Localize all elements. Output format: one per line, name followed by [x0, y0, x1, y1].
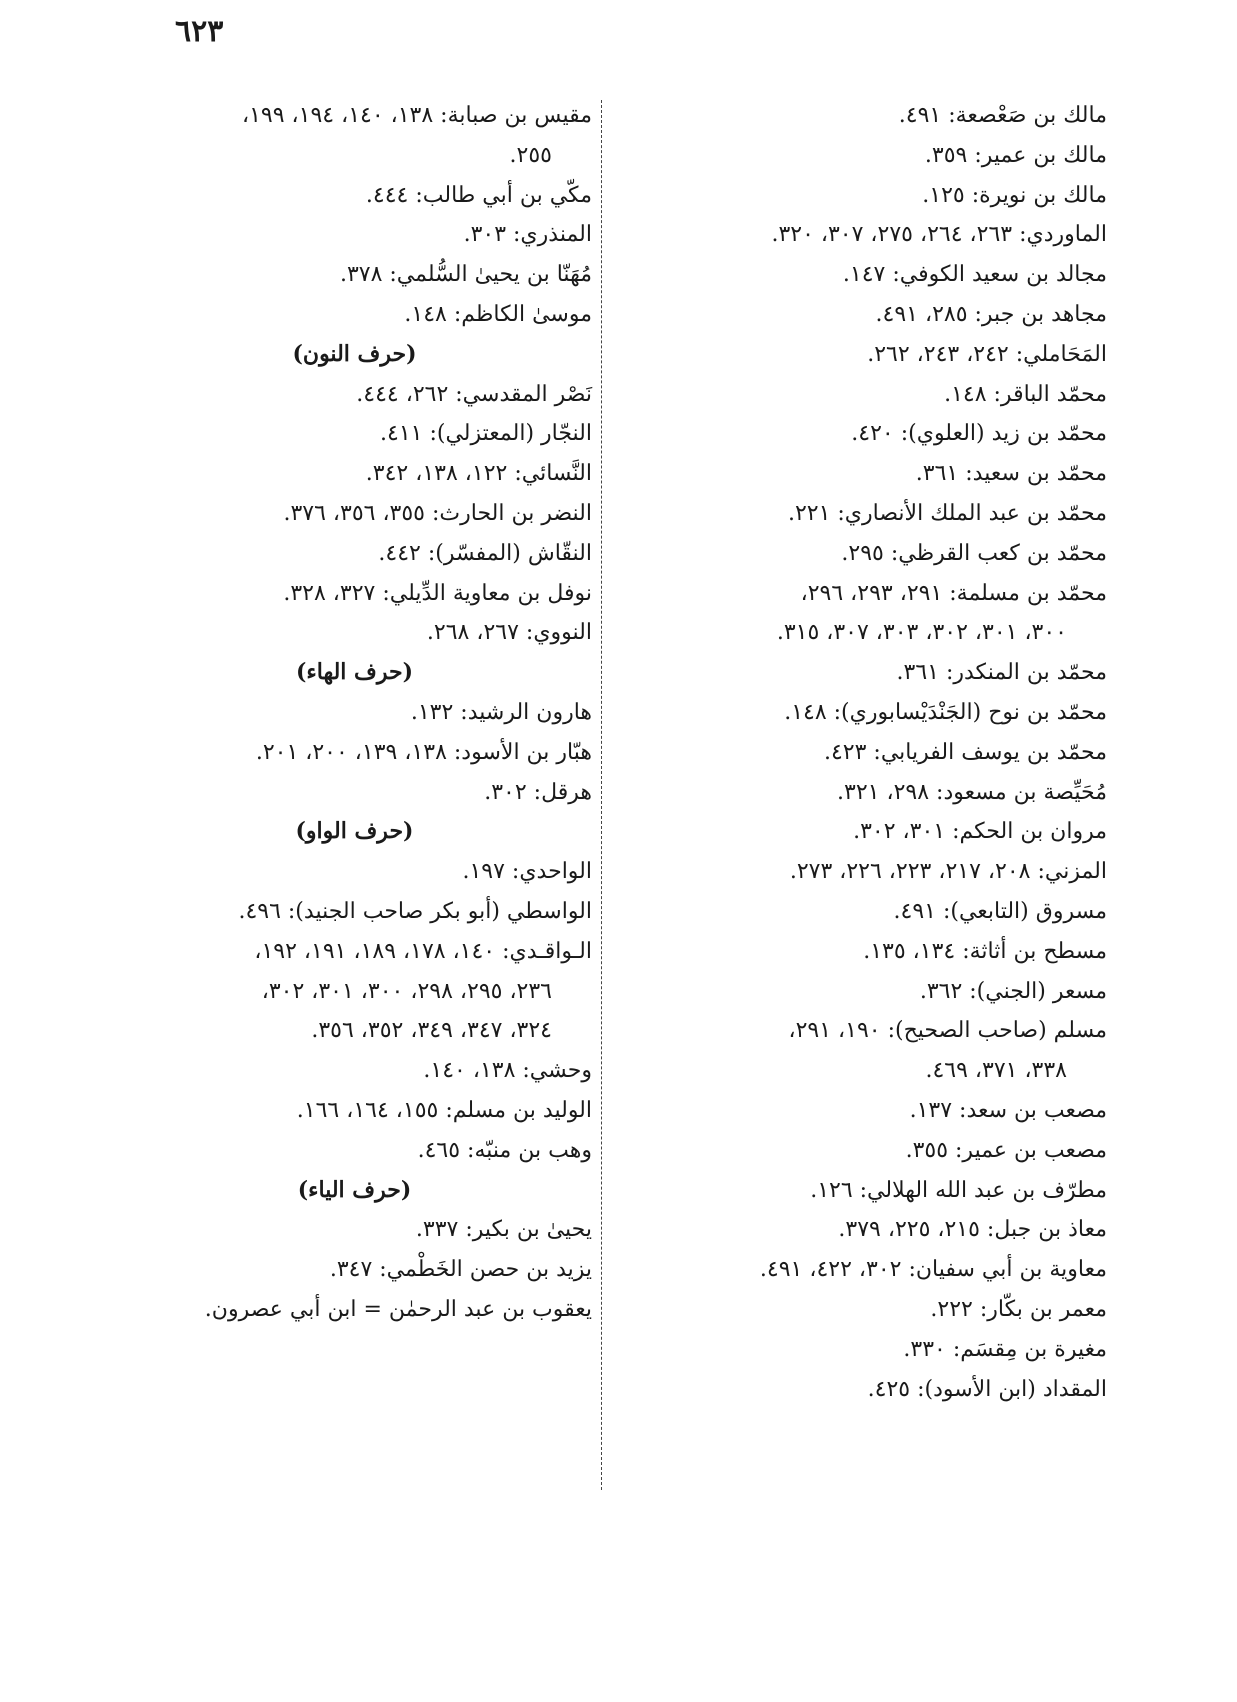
index-entry-text: الواسطي (أبو بكر صاحب الجنيد): ٤٩٦. — [238, 898, 592, 924]
index-entry-text: مسلم (صاحب الصحيح): ١٩٠، ٢٩١، — [788, 1018, 1107, 1044]
index-entry-text: الماوردي: ٢٦٣، ٢٦٤، ٢٧٥، ٣٠٧، ٣٢٠. — [771, 222, 1107, 248]
index-entry-text: مسروق (التابعي): ٤٩١. — [893, 898, 1107, 924]
index-entry — [117, 852, 592, 892]
index-entry — [637, 1330, 1107, 1370]
index-entry-text: الوليد بن مسلم: ١٥٥، ١٦٤، ١٦٦. — [296, 1097, 592, 1123]
index-entry — [637, 1011, 1107, 1091]
index-entry — [117, 295, 592, 335]
index-entry — [637, 972, 1107, 1012]
index-entry-text: محمّد بن المنكدر: ٣٦١. — [896, 660, 1107, 686]
index-entry-text: النَّسائي: ١٢٢، ١٣٨، ٣٤٢. — [365, 461, 592, 487]
index-entry-text: نوفل بن معاوية الدِّيلي: ٣٢٧، ٣٢٨. — [283, 580, 592, 606]
index-entry — [637, 1250, 1107, 1290]
index-entry-text: محمّد بن مسلمة: ٢٩١، ٢٩٣، ٢٩٦، — [800, 580, 1107, 606]
index-entry — [117, 96, 592, 176]
index-entry-text: مقيس بن صبابة: ١٣٨، ١٤٠، ١٩٤، ١٩٩، — [241, 103, 592, 128]
index-entry — [117, 215, 592, 255]
index-entry — [117, 1290, 592, 1330]
index-entry-text: مجالد بن سعيد الكوفي: ١٤٧. — [842, 262, 1107, 288]
index-entry — [637, 852, 1107, 892]
index-entry — [117, 454, 592, 494]
index-entry — [117, 1210, 592, 1250]
index-entry — [637, 1171, 1107, 1211]
index-entry — [637, 295, 1107, 335]
index-entry — [117, 375, 592, 415]
index-entry — [117, 932, 592, 1051]
index-entry-text: محمّد بن عبد الملك الأنصاري: ٢٢١. — [787, 500, 1107, 526]
index-entry — [637, 375, 1107, 415]
index-entry-text: النقّاش (المفسّر): ٤٤٢. — [378, 540, 592, 566]
index-entry — [637, 932, 1107, 972]
index-entry-text: معمر بن بكّار: ٢٢٢. — [930, 1296, 1107, 1322]
index-entry-text: النضر بن الحارث: ٣٥٥، ٣٥٦، ٣٧٦. — [283, 500, 592, 526]
index-entry-text: مسطح بن أثاثة: ١٣٤، ١٣٥. — [863, 938, 1107, 964]
index-entry-text: محمّد بن يوسف الفريابي: ٤٢٣. — [823, 739, 1107, 765]
index-entry — [117, 693, 592, 733]
index-entry — [117, 892, 592, 932]
index-entry — [637, 335, 1107, 375]
index-entry — [117, 1051, 592, 1091]
index-entry-text: المنذري: ٣٠٣. — [463, 222, 592, 248]
index-entry — [637, 773, 1107, 813]
index-entry — [637, 454, 1107, 494]
index-entry — [117, 1250, 592, 1290]
index-entry — [117, 773, 592, 813]
index-entry-text: محمّد بن زيد (العلوي): ٤٢٠. — [851, 421, 1107, 447]
index-entry-text: مغيرة بن مِقسَم: ٣٣٠. — [903, 1336, 1107, 1362]
index-entry — [637, 693, 1107, 733]
index-entry — [117, 494, 592, 534]
index-entry — [117, 733, 592, 773]
index-entry-text: يزيد بن حصن الخَطْمي: ٣٤٧. — [329, 1257, 592, 1283]
index-entry-text: مُهَنّا بن يحيىٰ السُّلمي: ٣٧٨. — [339, 262, 592, 288]
index-entry-text: محمّد بن سعيد: ٣٦١. — [915, 461, 1107, 487]
index-entry-text: وهب بن منبّه: ٤٦٥. — [417, 1137, 592, 1163]
index-entry-continuation: ٢٣٦، ٢٩٥، ٢٩٨، ٣٠٠، ٣٠١، ٣٠٢، — [261, 978, 552, 1004]
index-entry-continuation: ٣٢٤، ٣٤٧، ٣٤٩، ٣٥٢، ٣٥٦. — [311, 1018, 552, 1044]
index-entry-text: النووي: ٢٦٧، ٢٦٨. — [426, 620, 592, 646]
index-entry-text: مُحَيِّصة بن مسعود: ٢٩٨، ٣٢١. — [837, 779, 1107, 805]
index-entry — [637, 176, 1107, 216]
index-entry-text: نَصْر المقدسي: ٢٦٢، ٤٤٤. — [356, 381, 592, 407]
index-entry — [637, 215, 1107, 255]
index-entry-text: هارون الرشيد: ١٣٢. — [410, 699, 592, 725]
index-entry — [117, 414, 592, 454]
index-entry-text: مصعب بن سعد: ١٣٧. — [909, 1097, 1107, 1123]
index-entry-text: معاذ بن جبل: ٢١٥، ٢٢٥، ٣٧٩. — [838, 1217, 1107, 1243]
column-divider — [601, 100, 603, 1490]
index-entry — [117, 1091, 592, 1131]
index-entry — [117, 255, 592, 295]
index-entry-text: يعقوب بن عبد الرحمٰن = ابن أبي عصرون. — [204, 1296, 592, 1322]
index-entry — [637, 1210, 1107, 1250]
index-entry — [637, 892, 1107, 932]
section-heading: (حرف الهاء) — [295, 659, 414, 686]
index-entry — [637, 653, 1107, 693]
index-entry — [637, 255, 1107, 295]
index-column-left — [117, 96, 592, 1330]
index-entry-text: مالك بن صَعْصعة: ٤٩١. — [898, 103, 1107, 128]
index-entry-text: معاوية بن أبي سفيان: ٣٠٢، ٤٢٢، ٤٩١. — [759, 1257, 1107, 1283]
index-entry-text: مسعر (الجني): ٣٦٢. — [919, 978, 1107, 1004]
index-entry — [637, 733, 1107, 773]
index-entry-continuation: ٣٣٨، ٣٧١، ٤٦٩. — [925, 1058, 1067, 1084]
index-entry — [117, 574, 592, 614]
index-entry — [637, 136, 1107, 176]
section-heading: (حرف الواو) — [295, 818, 414, 845]
index-entry-text: المزني: ٢٠٨، ٢١٧، ٢٢٣، ٢٢٦، ٢٧٣. — [789, 859, 1107, 885]
index-entry-text: مروان بن الحكم: ٣٠١، ٣٠٢. — [853, 819, 1107, 845]
index-entry-text: مكّي بن أبي طالب: ٤٤٤. — [365, 182, 592, 208]
index-entry — [637, 812, 1107, 852]
index-entry-text: الـواقـدي: ١٤٠، ١٧٨، ١٨٩، ١٩١، ١٩٢، — [254, 938, 592, 964]
index-entry-text: المقداد (ابن الأسود): ٤٢٥. — [867, 1376, 1107, 1402]
index-entry-text: المَحَاملي: ٢٤٢، ٢٤٣، ٢٦٢. — [867, 341, 1107, 367]
index-entry-text: موسىٰ الكاظم: ١٤٨. — [404, 301, 592, 327]
index-entry — [117, 534, 592, 574]
index-column-right — [637, 96, 1107, 1409]
index-entry-text: وحشي: ١٣٨، ١٤٠. — [423, 1058, 592, 1084]
index-entry — [117, 613, 592, 653]
index-entry — [637, 1290, 1107, 1330]
section-heading: (حرف النون) — [292, 340, 417, 367]
index-entry-text: الواحدي: ١٩٧. — [462, 859, 592, 885]
index-entry-text: مجاهد بن جبر: ٢٨٥، ٤٩١. — [875, 301, 1107, 327]
index-entry-continuation: ٢٥٥. — [509, 142, 552, 168]
index-entry — [637, 414, 1107, 454]
index-entry — [637, 1091, 1107, 1131]
index-entry — [117, 176, 592, 216]
index-entry — [637, 96, 1107, 136]
index-entry-text: مالك بن عمير: ٣٥٩. — [924, 142, 1107, 168]
index-entry-continuation: ٣٠٠، ٣٠١، ٣٠٢، ٣٠٣، ٣٠٧، ٣١٥. — [776, 620, 1067, 646]
index-entry — [637, 574, 1107, 654]
index-entry-text: يحيىٰ بن بكير: ٣٣٧. — [415, 1217, 592, 1243]
index-entry — [637, 1131, 1107, 1171]
index-entry — [117, 1131, 592, 1171]
index-entry — [637, 1370, 1107, 1410]
index-entry — [637, 534, 1107, 574]
index-entry-text: محمّد الباقر: ١٤٨. — [944, 381, 1107, 407]
index-entry-text: مصعب بن عمير: ٣٥٥. — [905, 1137, 1107, 1163]
index-entry-text: محمّد بن نوح (الجَنْدَيْسابوري): ١٤٨. — [784, 699, 1107, 725]
index-entry-text: مطرّف بن عبد الله الهلالي: ١٢٦. — [810, 1177, 1107, 1203]
section-heading: (حرف الياء) — [297, 1176, 412, 1203]
index-entry-text: النجّار (المعتزلي): ٤١١. — [380, 421, 592, 447]
page-number: ٦٢٣ — [175, 14, 224, 49]
index-entry-text: هرقل: ٣٠٢. — [484, 779, 592, 805]
index-entry — [637, 494, 1107, 534]
index-entry-text: مالك بن نويرة: ١٢٥. — [922, 182, 1107, 208]
index-entry-text: هبّار بن الأسود: ١٣٨، ١٣٩، ٢٠٠، ٢٠١. — [255, 739, 592, 765]
index-entry-text: محمّد بن كعب القرظي: ٢٩٥. — [841, 540, 1107, 566]
